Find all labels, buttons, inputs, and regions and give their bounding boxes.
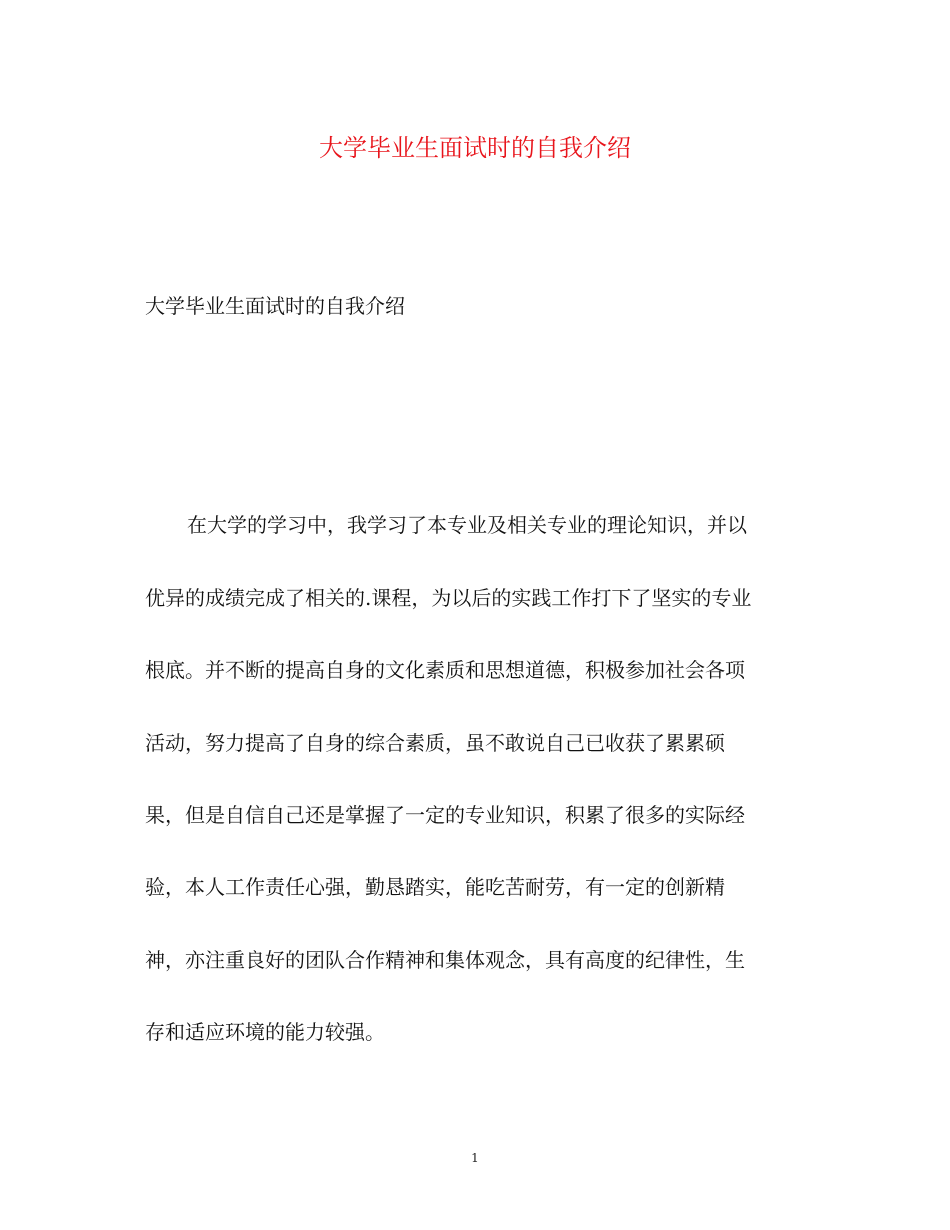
paragraph-line: 在大学的学习中，我学习了本专业及相关专业的理论知识，并以 [187,513,747,537]
paragraph-line: 活动，努力提高了自身的综合素质，虽不敢说自己已收获了累累硕 [145,731,725,755]
document-title: 大学毕业生面试时的自我介绍 [319,134,631,162]
paragraph-line: 果，但是自信自己还是掌握了一定的专业知识，积累了很多的实际经 [145,803,745,827]
document-subtitle: 大学毕业生面试时的自我介绍 [145,294,405,318]
paragraph-line: 根底。并不断的提高自身的文化素质和思想道德，积极参加社会各项 [145,658,745,682]
paragraph-line: 神，亦注重良好的团队合作精神和集体观念，具有高度的纪律性，生 [145,948,745,972]
paragraph-line: 验，本人工作责任心强，勤恳踏实，能吃苦耐劳，有一定的创新精 [145,875,725,899]
paragraph-line: 优异的成绩完成了相关的.课程，为以后的实践工作打下了坚实的专业 [145,586,752,610]
paragraph-line: 存和适应环境的能力较强。 [145,1020,385,1044]
page-number: 1 [471,1151,479,1165]
